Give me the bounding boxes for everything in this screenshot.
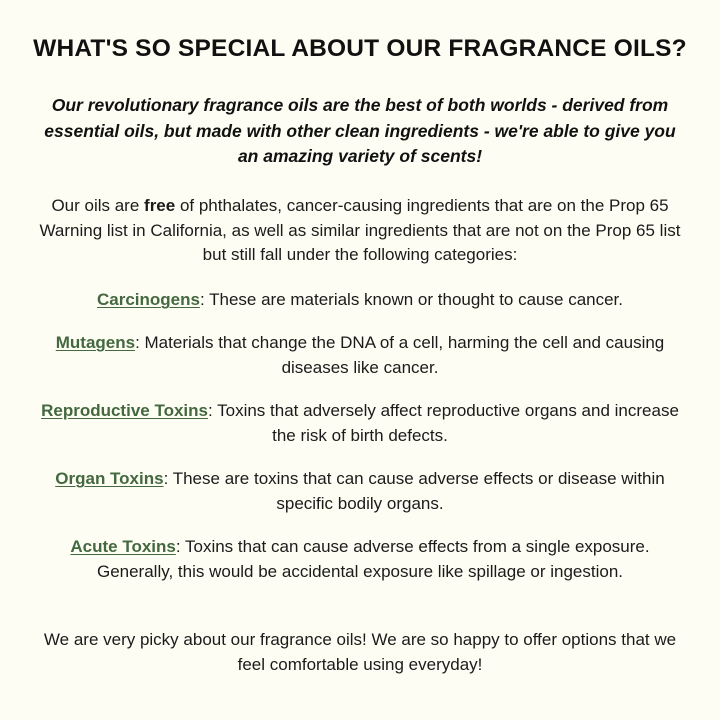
category-definition: : Materials that change the DNA of a cell, harming the cell and causing diseases like cancer. [135, 333, 665, 378]
category-term-acute-toxins: Acute Toxins [70, 537, 176, 557]
category-item [30, 331, 690, 381]
category-term-mutagens: Mutagens [55, 333, 136, 353]
category-item [30, 535, 690, 585]
category-item [30, 399, 690, 449]
category-term-reproductive-toxins: Reproductive Toxins [41, 401, 208, 421]
category-definition: : These are materials known or thought to cause cancer. [199, 290, 624, 310]
page-title: WHAT'S SO SPECIAL ABOUT OUR FRAGRANCE OILS? [33, 35, 687, 62]
layout-spacer [26, 603, 694, 628]
category-definition: : These are toxins that can cause adverse effects or disease within specific bodily organs. [163, 469, 665, 514]
lead-text-start: Our oils are [51, 195, 145, 215]
category-definition: : Toxins that can cause adverse effects from a single exposure. Generally, this would be accidental exposure like spillage or ingestion. [96, 537, 650, 582]
lead-emphasis: free [144, 195, 176, 215]
category-item [30, 467, 690, 517]
category-item [30, 288, 690, 313]
outro-paragraph: We are very picky about our fragrance oils! We are so happy to offer options that we feel comfortable using everyday! [43, 630, 677, 675]
lead-text-end: of phthalates, cancer-causing ingredients that are on the Prop 65 Warning list in California, as well as similar ingredients that are not on the Prop 65 list but still fall under the following categories: [39, 195, 681, 265]
category-definition: : Toxins that adversely affect reproductive organs and increase the risk of birth defects. [207, 401, 679, 446]
lead-paragraph [32, 194, 688, 269]
category-term-organ-toxins: Organ Toxins [55, 469, 164, 489]
intro-paragraph: Our revolutionary fragrance oils are the best of both worlds - derived from essential oils, but made with other clean ingredients - we're able to give you an amazing variety of scents! [44, 95, 676, 167]
category-term-carcinogens: Carcinogens [96, 290, 200, 310]
